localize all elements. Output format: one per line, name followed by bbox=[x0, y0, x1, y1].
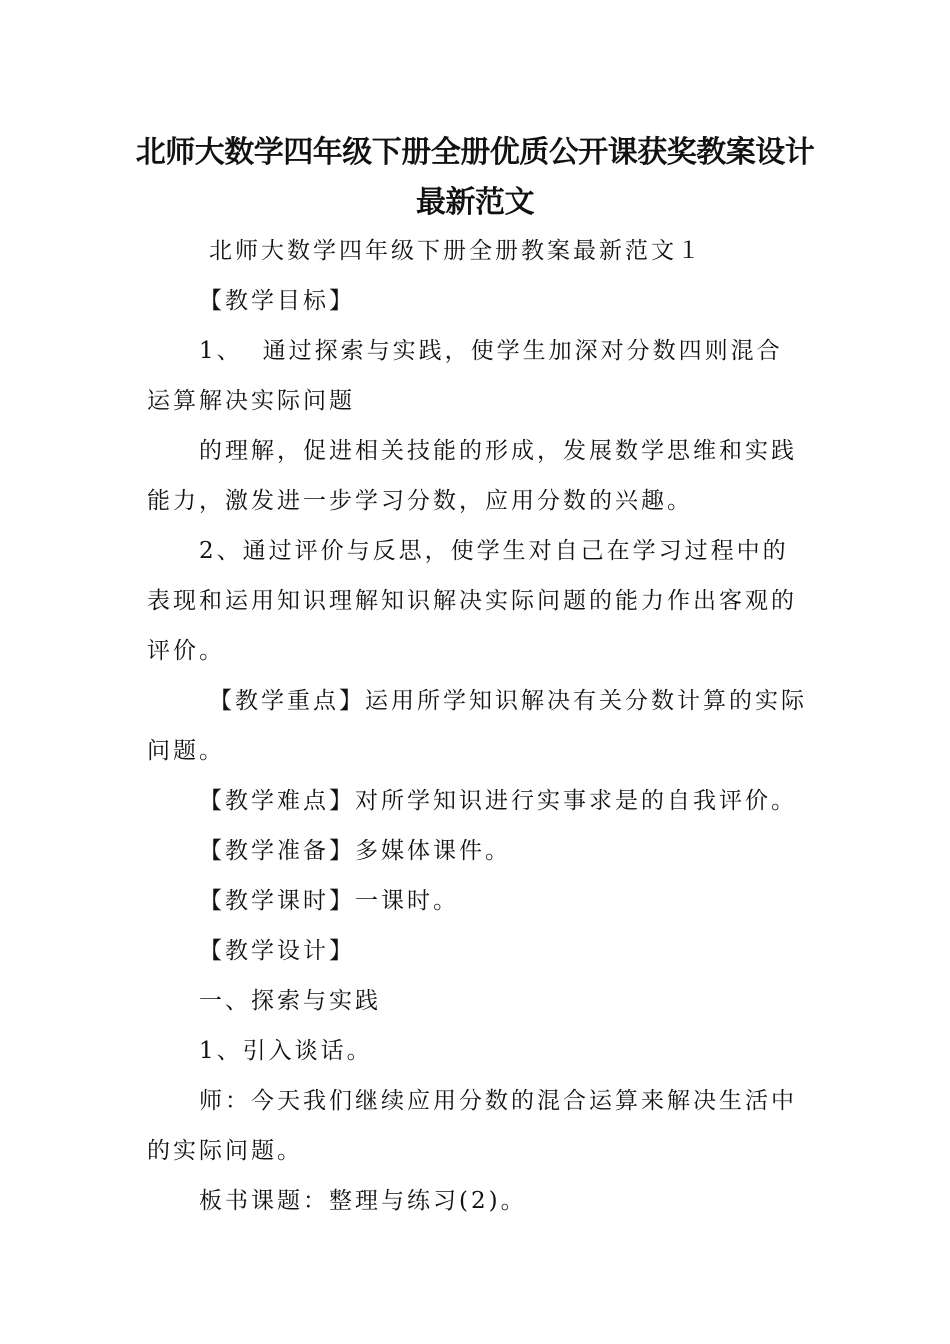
paragraph-key-points: 【教学重点】运用所学知识解决有关分数计算的实际问题。 bbox=[147, 688, 807, 764]
paragraph: 板书课题：整理与练习(2)。 bbox=[199, 1188, 527, 1214]
paragraph-class-hours: 【教学课时】一课时。 bbox=[199, 888, 459, 914]
title-line-2: 最新范文 bbox=[416, 185, 534, 220]
paragraph: 1、引入谈话。 bbox=[199, 1038, 373, 1064]
paragraph-preparation: 【教学准备】多媒体课件。 bbox=[199, 838, 511, 864]
section-heading-explore: 一、探索与实践 bbox=[199, 988, 381, 1014]
paragraph: 师：今天我们继续应用分数的混合运算来解决生活中的实际问题。 bbox=[147, 1088, 797, 1164]
paragraph-difficulties: 【教学难点】对所学知识进行实事求是的自我评价。 bbox=[199, 788, 797, 814]
section-heading-objectives: 【教学目标】 bbox=[199, 288, 355, 314]
paragraph bbox=[147, 326, 807, 426]
list-number: 1、 bbox=[199, 338, 243, 364]
paragraph-text: 通过探索与实践，使学生加深对分数四则混合运算解决实际问题 bbox=[147, 338, 783, 414]
paragraph: 的理解，促进相关技能的形成，发展数学思维和实践能力，激发进一步学习分数，应用分数的兴趣。 bbox=[147, 438, 797, 514]
document-body bbox=[147, 226, 807, 1226]
title-line-1: 北师大数学四年级下册全册优质公开课获奖教案设计 bbox=[135, 135, 815, 170]
document-title bbox=[120, 128, 830, 228]
subtitle: 北师大数学四年级下册全册教案最新范文１ bbox=[209, 238, 703, 264]
section-heading-design: 【教学设计】 bbox=[199, 938, 355, 964]
paragraph: 2、通过评价与反思，使学生对自己在学习过程中的表现和运用知识理解知识解决实际问题的能力作出客观的评价。 bbox=[147, 538, 797, 664]
